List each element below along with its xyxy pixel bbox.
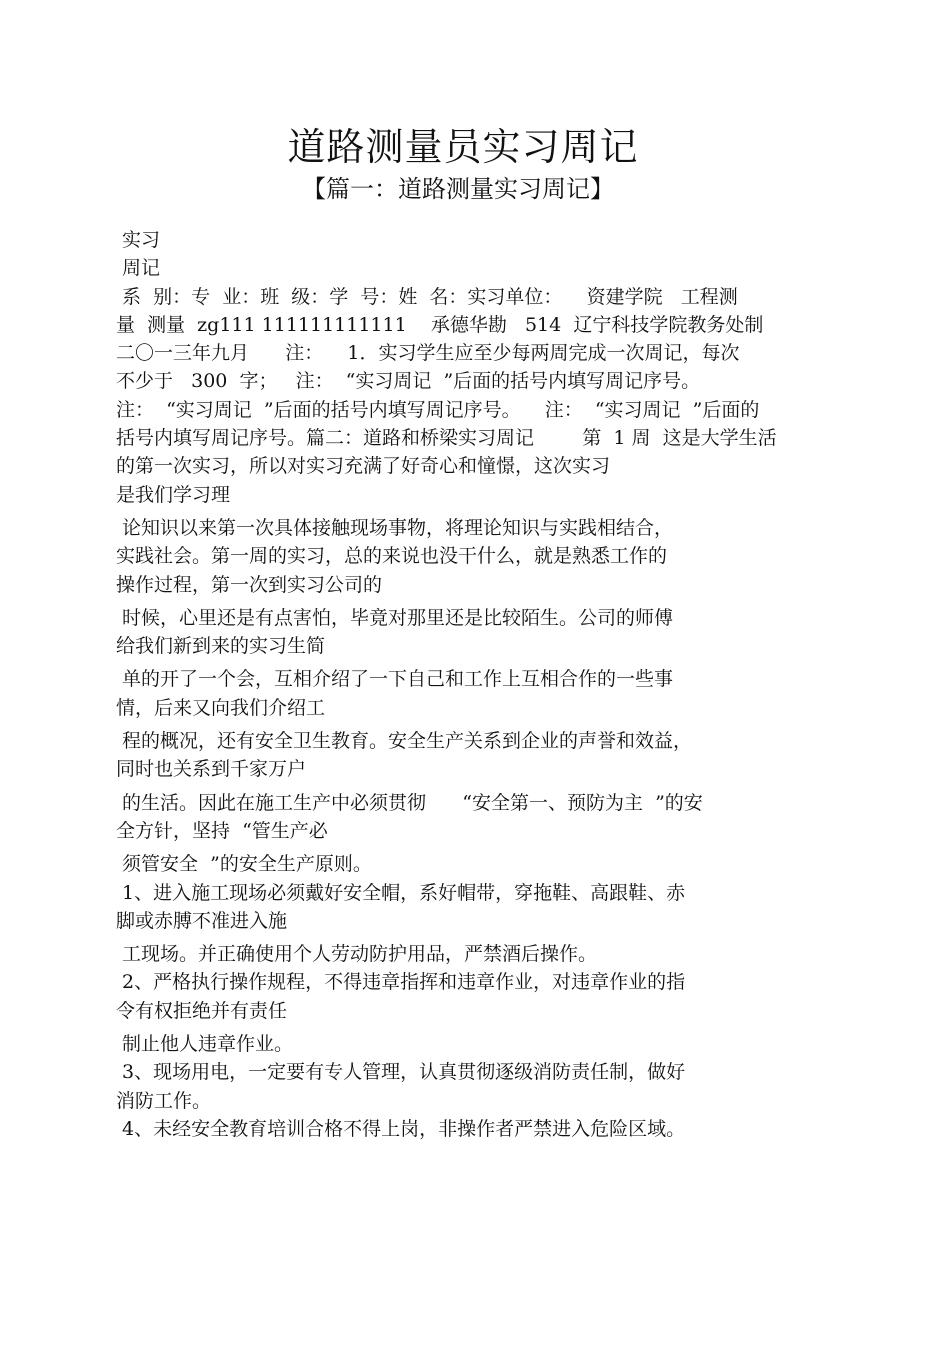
body-line: 的第一次实习，所以对实习充满了好奇心和憧憬，这次实习 (116, 455, 611, 478)
body-line: 程的概况，还有安全卫生教育。安全生产关系到企业的声誉和效益， (116, 730, 693, 753)
body-line: 情，后来又向我们介绍工 (116, 696, 326, 719)
body-line: 须管安全 ”的安全生产原则。 (116, 853, 372, 876)
body-line: 二〇一三年九月 注： 1．实习学生应至少每两周完成一次周记，每次 (116, 342, 740, 365)
body-line: 量 测量 zg111 111111111111 承德华勘 514 辽宁科技学院教务处制 (116, 313, 764, 336)
body-line: 论知识以来第一次具体接触现场事物，将理论知识与实践相结合， (116, 516, 674, 539)
body-line: 4、未经安全教育培训合格不得上岗，非操作者严禁进入危险区域。 (116, 1117, 686, 1140)
body-line: 2、严格执行操作规程，不得违章指挥和违章作业，对违章作业的指 (116, 971, 686, 994)
document-subtitle: 【篇一：道路测量实习周记】 (302, 175, 614, 203)
body-line: 不少于 300 字； 注： “实习周记 ”后面的括号内填写周记序号。 (116, 370, 701, 393)
body-line: 给我们新到来的实习生简 (116, 635, 326, 658)
body-line: 实践社会。第一周的实习，总的来说也没干什么，就是熟悉工作的 (116, 545, 668, 568)
body-line: 工现场。并正确使用个人劳动防护用品，严禁酒后操作。 (116, 943, 598, 966)
body-line: 实习 (116, 229, 161, 251)
document-title: 道路测量员实习周记 (287, 125, 639, 169)
body-line: 的生活。因此在施工生产中必须贯彻 “安全第一、预防为主 ”的安 (116, 791, 703, 814)
body-line: 单的开了一个会，互相介绍了一下自己和工作上互相合作的一些事 (116, 668, 674, 691)
body-line: 脚或赤膊不准进入施 (116, 909, 288, 932)
body-line: 同时也关系到千家万户 (116, 758, 307, 781)
body-line: 1、进入施工现场必须戴好安全帽，系好帽带，穿拖鞋、高跟鞋、赤 (116, 881, 686, 904)
body-line: 消防工作。 (116, 1089, 212, 1112)
body-line: 全方针，坚持 “管生产必 (116, 819, 328, 842)
body-line: 是我们学习理 (116, 483, 231, 506)
body-line: 制止他人违章作业。 (116, 1033, 294, 1056)
body-line: 括号内填写周记序号。篇二：道路和桥梁实习周记 第 1 周 这是大学生活 (116, 427, 777, 450)
document-body (116, 226, 832, 1143)
body-line: 令有权拒绝并有责任 (116, 999, 288, 1022)
body-line: 系 别：专 业：班 级：学 号：姓 名：实习单位： 资建学院 工程测 (116, 285, 738, 308)
body-line: 周记 (116, 257, 161, 280)
body-line: 3、现场用电，一定要有专人管理，认真贯彻逐级消防责任制，做好 (116, 1061, 686, 1084)
body-line: 注： “实习周记 ”后面的括号内填写周记序号。 注： “实习周记 ”后面的 (116, 398, 760, 421)
body-line: 操作过程，第一次到实习公司的 (116, 573, 383, 596)
body-line: 时候，心里还是有点害怕，毕竟对那里还是比较陌生。公司的师傅 (116, 606, 674, 629)
